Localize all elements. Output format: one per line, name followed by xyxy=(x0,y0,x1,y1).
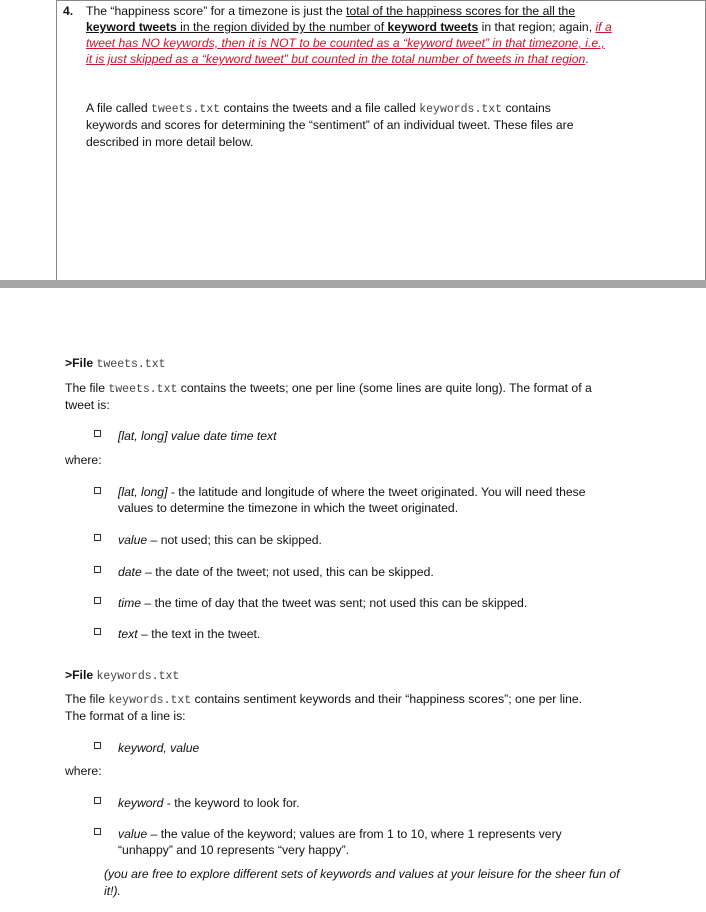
item4-underlined: in the region divided by the number of xyxy=(176,20,388,34)
bullet-icon xyxy=(94,534,101,541)
desc-text: The file xyxy=(65,692,109,706)
item4-line3 xyxy=(86,35,605,51)
field-term: time xyxy=(118,596,142,610)
keyword-tweets-term: keyword tweets xyxy=(387,20,479,34)
item4-text: The “happiness score” for a timezone is just the xyxy=(86,4,347,18)
tweets-desc-line1 xyxy=(65,380,592,398)
tweets-desc-line2 xyxy=(65,397,110,413)
field-term: date xyxy=(118,565,142,579)
item4-line1 xyxy=(86,3,575,19)
item4-line4 xyxy=(86,51,589,67)
bullet-icon xyxy=(94,430,101,437)
filename-code: tweets.txt xyxy=(151,103,221,116)
keywords-note-line1: (you are free to explore different sets of keywords and values at your leisure for the sheer fun of xyxy=(104,867,620,881)
filename-code: tweets.txt xyxy=(96,358,166,371)
item4-red-text: it is just skipped as a “keyword tweet” but counted in the total number of tweets in that region xyxy=(86,52,586,66)
bullet-icon xyxy=(94,487,101,494)
tweet-field-latlong-cont xyxy=(118,500,458,516)
bullet-icon xyxy=(94,566,101,573)
tweet-format: [lat, long] value date time text xyxy=(118,429,277,443)
keyword-field-keyword xyxy=(118,795,300,811)
bullet-icon xyxy=(94,828,101,835)
tweets-section-title xyxy=(65,355,166,373)
field-desc: values to determine the timezone in which the tweet originated. xyxy=(118,501,459,515)
item-number-label: 4. xyxy=(63,4,74,18)
where-label: where: xyxy=(65,764,102,778)
item4-red-text: if a xyxy=(595,20,612,34)
bullet-icon xyxy=(94,597,101,604)
field-desc: – the time of day that the tweet was sent; not used this can be skipped. xyxy=(141,596,528,610)
field-desc: “unhappy” and 10 represents “very happy”. xyxy=(118,843,350,857)
field-desc: – the text in the tweet. xyxy=(137,627,261,641)
keywords-desc-line1 xyxy=(65,691,582,709)
intro-text: contains the tweets and a file called xyxy=(220,101,420,115)
tweet-field-date xyxy=(118,564,434,580)
intro-line2 xyxy=(86,117,574,133)
field-desc: - the latitude and longitude of where the tweet originated. You will need these xyxy=(167,485,586,499)
desc-text: contains the tweets; one per line (some lines are quite long). The format of a xyxy=(177,381,592,395)
field-term: [lat, long] xyxy=(118,485,168,499)
filename-code: keywords.txt xyxy=(419,103,503,116)
item4-text: in that region; again, xyxy=(478,20,596,34)
field-term: value xyxy=(118,827,148,841)
field-desc: – the date of the tweet; not used, this can be skipped. xyxy=(141,565,434,579)
desc-text: The file xyxy=(65,381,109,395)
item4-underlined: total of the happiness scores for the all the xyxy=(346,4,576,18)
desc-text: The format of a line is: xyxy=(65,709,186,723)
where-label: where: xyxy=(65,453,102,467)
intro-text: contains xyxy=(502,101,551,115)
desc-text: tweet is: xyxy=(65,398,110,412)
tweet-field-text xyxy=(118,626,260,642)
keywords-section-title xyxy=(65,667,179,685)
bullet-icon xyxy=(94,628,101,635)
page-border-left xyxy=(56,0,57,280)
item4-text: . xyxy=(585,52,589,66)
filename-code: keywords.txt xyxy=(108,694,192,707)
desc-text: contains sentiment keywords and their “happiness scores”; one per line. xyxy=(191,692,583,706)
intro-text: keywords and scores for determining the “sentiment” of an individual tweet. These files are xyxy=(86,118,574,132)
intro-line1 xyxy=(86,100,551,118)
field-term: keyword xyxy=(118,796,164,810)
keyword-field-value xyxy=(118,826,562,842)
field-desc: – the value of the keyword; values are from 1 to 10, where 1 represents very xyxy=(147,827,562,841)
filename-code: tweets.txt xyxy=(108,383,178,396)
tweet-field-time xyxy=(118,595,527,611)
intro-line3 xyxy=(86,134,253,150)
section-title-prefix: >File xyxy=(65,668,97,682)
tweet-field-value xyxy=(118,532,322,548)
item-number xyxy=(63,3,73,19)
keyword-field-value-cont xyxy=(118,842,349,858)
keyword-tweets-term: keyword tweets xyxy=(86,20,177,34)
field-term: value xyxy=(118,533,148,547)
bullet-icon xyxy=(94,797,101,804)
item4-line2 xyxy=(86,19,612,35)
item4-red-text: tweet has NO keywords, then it is NOT to be counted as a “keyword tweet” in that timezone, i.e., xyxy=(86,36,605,50)
intro-text: described in more detail below. xyxy=(86,135,254,149)
field-desc: - the keyword to look for. xyxy=(163,796,300,810)
keywords-note-line2: it!). xyxy=(104,884,121,898)
page-separator xyxy=(0,280,706,288)
keywords-desc-line2 xyxy=(65,708,186,724)
bullet-icon xyxy=(94,742,101,749)
page-border-top xyxy=(56,0,706,1)
section-title-prefix: >File xyxy=(65,356,97,370)
tweet-field-latlong xyxy=(118,484,586,500)
filename-code: keywords.txt xyxy=(96,670,180,683)
intro-text: A file called xyxy=(86,101,152,115)
field-term: text xyxy=(118,627,138,641)
keyword-format: keyword, value xyxy=(118,741,200,755)
field-desc: – not used; this can be skipped. xyxy=(147,533,322,547)
